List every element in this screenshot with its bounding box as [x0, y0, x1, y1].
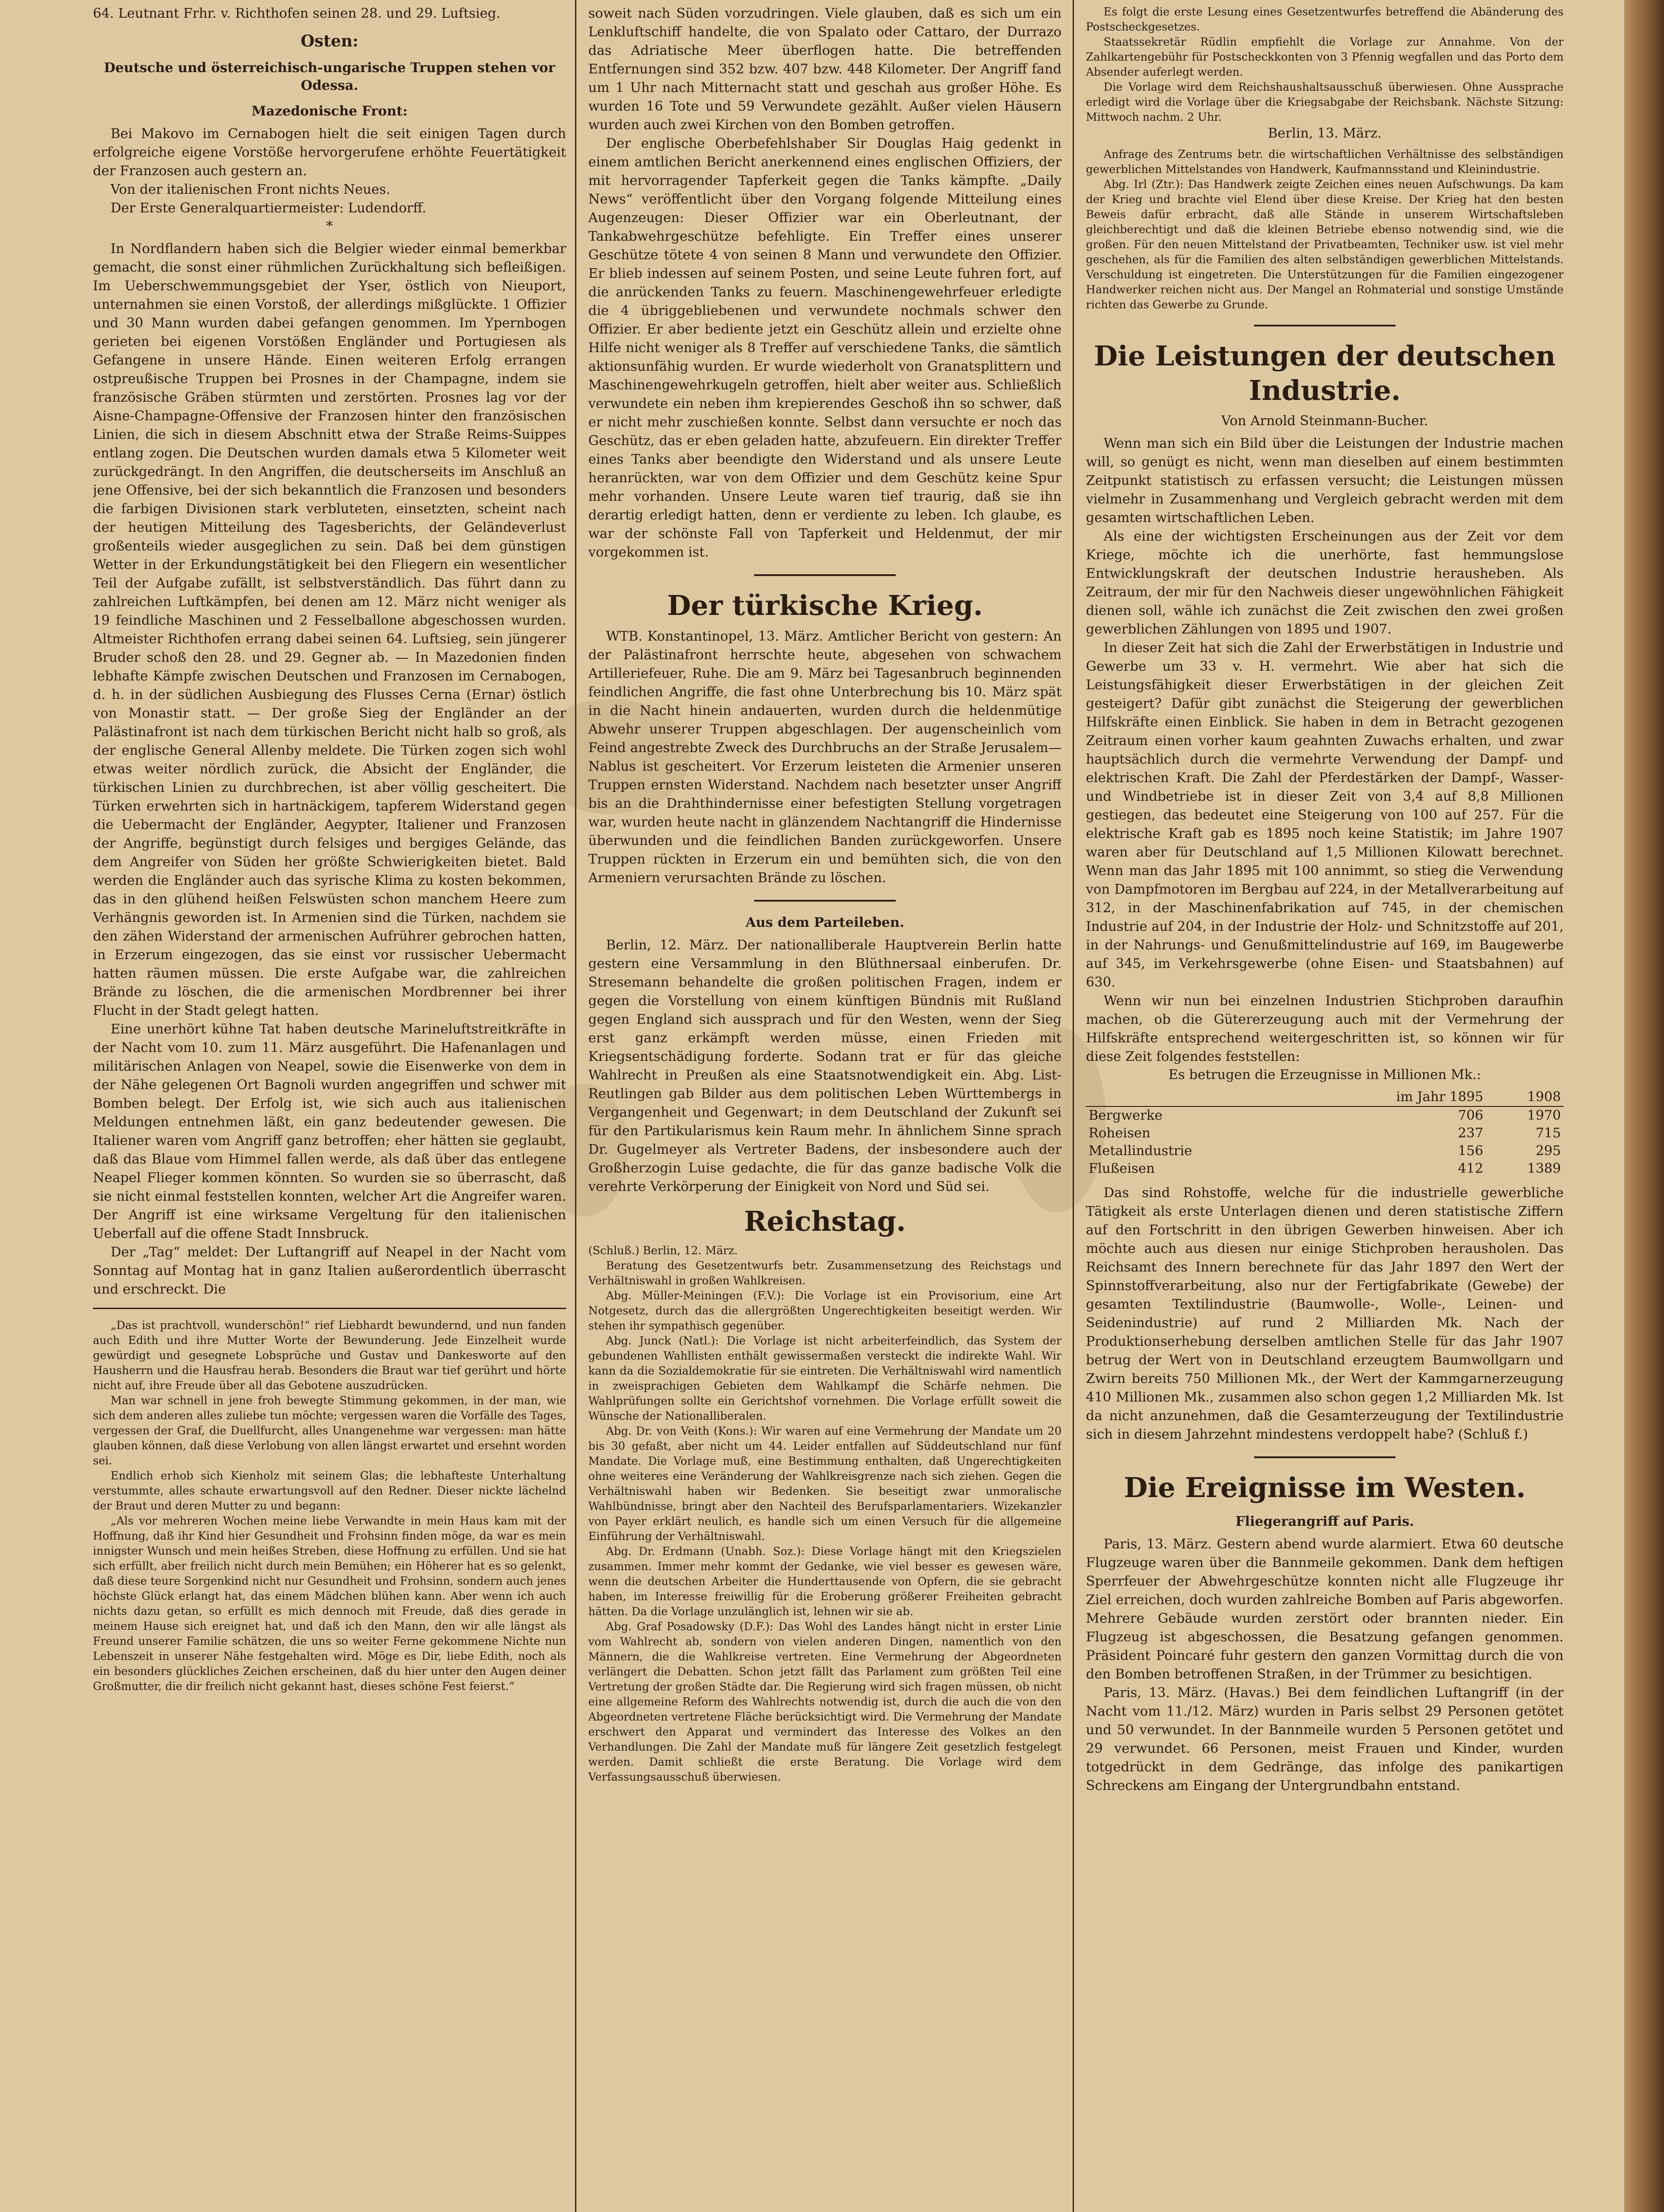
table-cell: Bergwerke [1089, 1108, 1163, 1123]
tag-paragraph: Der „Tag“ meldet: Der Luftangriff auf Neapel in der Nacht vom Sonntag auf Montag hat in ganz Italien außerordentlich überrascht und erschreckt. Die [93, 1244, 566, 1297]
column-middle [588, 4, 1062, 2212]
feuilleton-rule [93, 1308, 566, 1309]
table-cell: Roheisen [1089, 1125, 1150, 1141]
industry-paragraph: In dieser Zeit hat sich die Zahl der Erwerbstätigen in Industrie und Gewerbe um 33 v. H. vermehrt. Wie aber hat sich die Leistungsfähigkeit dieser Erwerbstätigen in der gleichen Zeit gesteigert? Dafür gibt zunächst die Steigerung der gewerblichen Hilfskräfte einen Einblick. Sie haben in dem in Betracht gezogenen Zeitraum einen vorher kaum geahnten Zuwachs erhalten, und zwar hauptsächlich durch die vermehrte Verwendung der Dampf- und elektrischen Kraft. Die Zahl der Pferdestärken der Dampf-, Wasser- und Windbetriebe ist in dieser Zeit von 3,4 auf 8,8 Millionen gestiegen, das bedeutet eine Steigerung von 100 auf 257. Für die elektrische Kraft gab es 1895 noch keine Statistik; im Jahre 1907 waren aber für Deutschland auf 1,5 Millionen Kilowatt berechnet. Wenn man das Jahr 1895 mit 100 annimmt, so stieg die Verwendung von Dampfmotoren im Bergbau auf 224, in der Metallverarbeitung auf 312, in der Maschinenfabrikation auf 745, in der chemischen Industrie auf 204, in der Industrie der Holz- und Schnitzstoffe auf 201, in der Nahrungs- und Genußmittelindustrie auf 169, im Baugewerbe auf 345, im Verkehrsgewerbe (ohne Eisen- und Staatsbahnen) auf 630. [1086, 640, 1564, 990]
section-rule [754, 900, 896, 902]
table-cell: 412 [1458, 1161, 1484, 1176]
party-paragraph: Berlin, 12. März. Der nationalliberale Hauptverein Berlin hatte gestern eine Versammlung in den Blüthnersaal einberufen. Dr. Stresemann behandelte die großen politischen Fragen, indem er gegen die Vorstellung von einem künftigen Bündnis mit Rußland gegen England sich aussprach und für den Westen, wenn der Sieg erst ganz erkämpft werden müsse, einen Frieden mit Kriegsentschädigung forderte. Sodann trat er für das gleiche Wahlrecht in Preußen als eine Staatsnotwendigkeit ein. Abg. List-Reutlingen gab Bilder aus dem politischen Leben Württembergs in Vergangenheit und Gegenwart; in dem Deutschland der Zukunft sei für den Partikularismus kein Raum mehr. In ähnlichem Sinne sprach Dr. Gugelmeyer als Vertreter Badens, der insbesondere auch der Großherzogin Luise gedachte, die für das ganze badische Volk die verehrte Verkörperung der Einigkeit von Nord und Süd sei. [588, 937, 1062, 1194]
reichstag-paragraph: Abg. Dr. Erdmann (Unabh. Soz.): Diese Vorlage hängt mit den Kriegszielen zusammen. Immer mehr kommt der Gedanke, wie viel besser es gewesen wäre, wenn die deutschen Arbeiter die Hunderttausende von Opfern, die sie gebracht haben, im Interesse freiwillig für die Eroberung größerer Freiheiten gebracht hätten. Da die Vorlage unzulänglich ist, lehnen wir sie ab. [588, 1545, 1062, 1618]
table-caption: Es betrugen die Erzeugnisse in Millionen Mk.: [1168, 1067, 1481, 1083]
table-header-row [1086, 1088, 1564, 1106]
industry-paragraph: Wenn wir nun bei einzelnen Industrien Stichproben daraufhin machen, ob die Gütererzeugung auch mit der Vermehrung der Hilfskräfte entsprechend weitergeschritten ist, so können wir für diese Zeit folgendes feststellen: [1086, 993, 1564, 1064]
heading-east: Osten: [300, 32, 359, 50]
industry-paragraph: Das sind Rohstoffe, welche für die industrielle gewerbliche Tätigkeit als erste Unterlagen dienen und deren statistische Ziffern auf den Fortschritt in den übrigen Gewerben hinweisen. Aber ich möchte auch aus diesen nur einige Stichproben herausholen. Das Reichsamt des Innern berechnete für das Jahr 1897 den Wert der Spinnstoffverarbeitung, also nur der Fertigfabrikate (Gewebe) der gesamten Textilindustrie (Baumwolle-, Wolle-, Leinen- und Seidenindustrie) auf rund 2 Milliarden Mk. Nach der Produktionserhebung derselben amtlichen Stelle für das Jahr 1907 betrug der Wert von in Deutschland erzeugtem Baumwollgarn und Zwirn bereits 750 Millionen Mk., der Wert der Kammgarnerzeugung 410 Millionen Mk., zusammen also schon gegen 1,2 Milliarden Mk. Ist da nicht anzunehmen, daß die Gesamterzeugung der Textilindustrie sich in diesem Jahrzehnt mindestens verdoppelt habe? (Schluß f.) [1086, 1185, 1564, 1442]
col3-top-paragraph: Es folgt die erste Lesung eines Gesetzentwurfes betreffend die Abänderung des Postscheckgesetzes. [1086, 5, 1564, 33]
serial-paragraph: Endlich erhob sich Kienholz mit seinem Glas; die lebhafteste Unterhaltung verstummte, alles schaute erwartungsvoll auf den Redner. Dieser nickte lächelnd der Braut und deren Mutter zu und begann: [93, 1469, 566, 1512]
author-byline: Von Arnold Steinmann-Bucher. [1221, 413, 1428, 429]
production-table [1086, 1088, 1564, 1178]
industry-paragraph: Als eine der wichtigsten Erscheinungen aus der Zeit vor dem Kriege, möchte ich die unerhörte, fast hemmungslose Entwicklungskraft der deutschen Industrie herausheben. Als Zeitraum, der mir für den Nachweis dieser ungewöhnlichen Fähigkeit dienen soll, wähle ich zunächst die Zeit zwischen den zwei großen gewerblichen Zählungen von 1895 und 1907. [1086, 529, 1564, 637]
reichstag-dateline: (Schluß.) Berlin, 12. März. [588, 1244, 738, 1257]
heading-party-life: Aus dem Parteileben. [745, 915, 905, 930]
table-row [1086, 1142, 1564, 1160]
heading-macedonia: Mazedonische Front: [251, 104, 408, 119]
table-cell: Metallindustrie [1089, 1143, 1192, 1159]
table-cell: 1389 [1527, 1161, 1561, 1176]
table-cell: 706 [1458, 1108, 1484, 1123]
heading-reichstag: Reichstag. [744, 1205, 906, 1237]
anfrage-paragraph: Anfrage des Zentrums betr. die wirtschaftlichen Verhältnisse des selbständigen gewerblichen Mittelstandes von Handwerk, Kaufmannsstand und Kleinindustrie. [1086, 148, 1564, 176]
turkish-paragraph: WTB. Konstantinopel, 13. März. Amtlicher Bericht von gestern: An der Palästinafront herrschte heute, abgesehen von schwachem Artilleriefeuer, Ruhe. Die am 9. März bei Tagesanbruch beginnenden feindlichen Angriffe, die fast ohne Unterbrechung bis 10. März spät in die Nacht hinein andauerten, wurden durch die heldenmütige Abwehr unserer Truppen abgeschlagen. Der augenscheinlich vom Feind angestrebte Zweck des Durchbruchs an der Straße Jerusalem—Nablus ist gescheitert. Vor Erzerum leisteten die Armenier unseren Truppen ernsten Widerstand. Nachdem nach besetzter unser Angriff bis an die Drahthindernisse einer befestigten Stellung vorgetragen war, wurden heute nacht in glänzendem Nachtangriff die Hindernisse überwunden und die feindlichen Banden zurückgeworfen. Unsere Truppen rückten in Erzerum ein und bemühten sich, die von den Armeniern verursachten Brände zu löschen. [588, 629, 1062, 886]
vorlage-paragraph: Die Vorlage wird dem Reichshaushaltsausschuß überwiesen. Ohne Aussprache erledigt wird die Vorlage über die Kriegsabgabe der Reichsbank. Nächste Sitzung: Mittwoch nachm. 2 Uhr. [1086, 81, 1564, 123]
serial-paragraph: Man war schnell in jene froh bewegte Stimmung gekommen, in der man, wie sich dem anderen alles zuliebe tun möchte; vergessen waren die Vorfälle des Tages, vergessen der Graf, die Duellfurcht, alles Unangenehme war vergessen: man hätte glauben können, daß diese Verlobung von allen längst erwartet und ersehnt worden sei. [93, 1394, 566, 1467]
italy-paragraph: Von der italienischen Front nichts Neues. [111, 182, 391, 197]
reichstag-paragraph: Abg. Graf Posadowsky (D.F.): Das Wohl des Landes hängt nicht in erster Linie vom Wahlrecht ab, sondern von vielen anderen Dingen, namentlich von den Männern, die die Wahlkreise vertreten. Eine Vermehrung der Abgeordneten verlängert die Debatten. Schon jetzt fällt das Parlament zum größten Teil eine Vertretung der großen Städte dar. Die Regierung wird sich fragen müssen, ob nicht eine allgemeine Reform des Wahlrechts notwendig ist, durch die auch die von den Abgeordneten vertretene Fläche berücksichtigt wird. Die Vermehrung der Mandate erschwert den Apparat und vermindert das Interesse des Volkes an den Verhandlungen. Die Zahl der Mandate muß für längere Zeit gesetzlich festgelegt werden. Damit schließt die erste Beratung. Die Vorlage wird dem Verfassungsausschuß überwiesen. [588, 1620, 1062, 1783]
haig-paragraph: Der englische Oberbefehlshaber Sir Douglas Haig gedenkt in einem amtlichen Bericht anerkennend eines englischen Offiziers, der mit hervorragender Tapferkeit gegen die Tanks kämpfte. „Daily News“ veröffentlicht über den Vorgang folgende Mitteilung eines Augenzeugen: Dieser Offizier war ein Oberleutnant, der Tankabwehrgeschütze befehligte. Ein Treffer eines unserer Geschütze tötete 4 von seinen 8 Mann und verwundete den Offizier. Er blieb indessen auf seinem Posten, und seine Leute fuhren fort, auf die anrückenden Tanks zu feuern. Maschinengewehrfeuer erledigte die 4 übriggebliebenen und verwundete nochmals schwer den Offizier. Er aber bediente jetzt ein Geschütz allein und erzielte ohne Hilfe nicht weniger als 8 Treffer auf verschiedene Tanks, die sämtlich aktionsunfähig wurden. Er wurde wiederholt von Granatsplittern und Maschinengewehrkugeln getroffen, hielt aber weiter aus. Schließlich verwundete ein neben ihm krepierendes Geschoß ihn so schwer, daß er nicht mehr zuschießen konnte. Selbst dann versuchte er noch das Geschütz, das er eben geladen hatte, abzufeuern. Ein direkter Treffer eines Tanks aber beendigte den Widerstand und als unsere Leute heranrückten, war von dem Offizier und dem Geschütz keine Spur mehr vorhanden. Unsere Leute waren tief traurig, daß sie ihn derartig erledigt hatten, denn er verdiente zu leben. Ich glaube, es war der schönste Fall von Tapferkeit und Heldenmut, der mir vorgekommen ist. [588, 136, 1062, 560]
serial-paragraph: „Als vor mehreren Wochen meine liebe Verwandte in mein Haus kam mit der Hoffnung, daß ihr Kind hier Gesundheit und Frohsinn finden möge, da war es mein innigster Wunsch und mein heißes Streben, diese Hoffnung zu erfüllen. Und sie hat sich erfüllt, aber freilich nicht durch mein Bemühen; ein Höherer hat es so gelenkt, daß diese teure Sorgenkind nicht nur Gesundheit und Frohsinn, sondern auch jenes höchste Glück erlangt hat, das einem Mädchen blühen kann. Aber wenn ich auch nichts dazu getan, so erfüllt es mich dennoch mit Freude, daß dies gerade in meinem Hause sich ereignet hat, und daß ich den Mann, den wir alle längst als Freund unserer Familie schätzen, die uns so weiter Ferne gekommene Nichte nun Lebenszeit in unserer Nähe festgehalten wird. Möge es Dir, liebe Edith, noch als ein besonders glückliches Zeichen erscheinen, daß du hier unter den Augen deiner Großmutter, die dir freilich nicht gekannt hast, dieses schöne Fest feierst.“ [93, 1514, 566, 1693]
signature-line: Der Erste Generalquartiermeister: Ludendorff. [111, 200, 426, 216]
reichstag-paragraph: Abg. Müller-Meiningen (F.V.): Die Vorlage ist ein Provisorium, eine Art Notgesetz, durch das die allergrößten Ungerechtigkeiten beseitigt werden. Wir stehen ihr sympathisch gegenüber. [588, 1289, 1062, 1332]
column-right [1086, 4, 1564, 2212]
table-row [1086, 1160, 1564, 1178]
table-cell: Flußeisen [1089, 1161, 1155, 1176]
table-row [1086, 1106, 1564, 1125]
table-cell: 1970 [1527, 1108, 1561, 1123]
heading-west: Die Ereignisse im Westen. [1123, 1471, 1526, 1504]
heading-turkish-war: Der türkische Krieg. [667, 589, 983, 622]
table-cell: 715 [1535, 1125, 1561, 1141]
naples-paragraph: Eine unerhört kühne Tat haben deutsche Marineluftstreitkräfte in der Nacht vom 10. zum 11. März ausgeführt. Die Hafenanlagen und militärischen Anlagen von Neapel, sowie die Eisenwerke von dem in der Nähe gelegenen Ort Bagnoli wurden angegriffen und schwer mit Bomben belegt. Der Erfolg ist, wie sich auch aus italienischen Meldungen entnehmen läßt, ein ganz bedeutender gewesen. Die Italiener waren vom Angriff ganz betroffen; eher hätten sie geglaubt, daß das Blaue vom Himmel fallen werde, als daß über das entlegene Neapel Flieger kommen könnten. So wurden sie so überrascht, daß sie nicht einmal feststellen konnten, welcher Art die Angreifer waren. Der Angriff ist eine wirksame Vergeltung für den italienischen Ueberfall auf die offene Stadt Innsbruck. [93, 1022, 566, 1241]
column-left [93, 4, 566, 2212]
table-header-cell: 1908 [1486, 1088, 1564, 1106]
table-header-cell [1086, 1088, 1302, 1106]
reichstag-paragraph: Beratung des Gesetzentwurfs betr. Zusammensetzung des Reichstags und Verhältniswahl in großen Wahlkreisen. [588, 1259, 1062, 1287]
col2-top-paragraph: soweit nach Süden vorzudringen. Viele glauben, daß es sich um ein Lenkluftschiff handelte, die von Spalato oder Cattaro, der Durrazo das Adriatische Meer überflogen hatte. Die betreffenden Entfernungen sind 352 bzw. 407 bzw. 448 Kilometer. Der Angriff fand um 1 Uhr nach Mitternacht statt und geschah aus großer Höhe. Es wurden 16 Tote und 59 Verwundete gezählt. Außer vielen Häusern wurden auch zwei Kirchen von den Bomben getroffen. [588, 6, 1062, 133]
col1-top-paragraph: 64. Leutnant Frhr. v. Richthofen seinen 28. und 29. Luftsieg. [93, 6, 501, 21]
table-cell: 156 [1458, 1143, 1484, 1159]
paris-paragraph: Paris, 13. März. Gestern abend wurde alarmiert. Etwa 60 deutsche Flugzeuge waren über die Bannmeile gekommen. Dank dem heftigen Sperrfeuer der Abwehrgeschütze konnten nicht alle Flugzeuge ihr Ziel erreichen, doch wurden zahlreiche Bomben auf Paris abgeworfen. Mehrere Gebäude wurden zerstört oder brannten nieder. Ein Flugzeug ist abgeschossen, die Besatzung gefangen genommen. Präsident Poincaré fuhr gestern den ganzen Vormittag durch die von den Bomben betroffenen Straßen, in der Trümmer zu besichtigen. [1086, 1536, 1564, 1682]
reichstag-paragraph: Abg. Dr. von Veith (Kons.): Wir waren auf eine Vermehrung der Mandate um 20 bis 30 gefaßt, aber nicht um 44. Leider entfallen auf Süddeutschland nur fünf Mandate. Die Vorlage muß, eine Bestimmung enthalten, daß Ungerechtigkeiten ohne weiteres eine Veränderung der Wahlkreisgrenze nach sich ziehen. Gegen die Verhältniswahl haben wir Bedenken. Sie beseitigt zwar unmoralische Wahlbündnisse, bringt aber den Nachteil des Berufsparlamentariers. Wizekanzler von Payer erklärt neulich, es handle sich um einen Versuch für die allgemeine Einführung der Verhältniswahl. [588, 1425, 1062, 1543]
table-row [1086, 1125, 1564, 1142]
table-cell: 295 [1535, 1143, 1561, 1159]
column-rule [575, 0, 576, 2212]
subheading-paris: Fliegerangriff auf Paris. [1235, 1514, 1414, 1529]
column-rule [1073, 0, 1074, 2212]
book-binding-edge [1624, 0, 1664, 2212]
reichstag-paragraph: Abg. Junck (Natl.): Die Vorlage ist nicht arbeiterfeindlich, das System der gebundenen Wahllisten enthält gewissermaßen versteckt die indirekte Wahl. Wir kann da die Sozialdemokratie für sie eintreten. Die Verhältniswahl wird namentlich in zweisprachigen Gebieten dem Wahlkampf die Schärfe nehmen. Die Wahlprüfungen sollte ein Gerichtshof vornehmen. Die Vorlage erfüllt soweit die Wünsche der Nationalliberalen. [588, 1334, 1062, 1422]
irl-paragraph: Abg. Irl (Ztr.): Das Handwerk zeigte Zeichen eines neuen Aufschwungs. Da kam der Krieg und brachte viel Elend über diese Kreise. Der Krieg hat den besten Beweis dafür erbracht, daß alle Stände in unserem Wirtschaftsleben gleichberechtigt und daß die kleinen Betriebe ebenso notwendig sind, wie die großen. Für den neuen Mittelstand der Privatbeamten, Techniker usw. ist viel mehr geschehen, als für die Familien des alten selbständigen gewerblichen Mittelstands. Verschuldung ist eingetreten. Die Unterstützungen für die Familien eingezogener Handwerker reichen nicht aus. Der Mangel an Rohmaterial und sonstige Umstände richten das Gewerbe zu Grunde. [1086, 178, 1564, 311]
macedonia-paragraph: Bei Makovo im Cernabogen hielt die seit einigen Tagen durch erfolgreiche eigene Vorstöße hervorgerufene erhöhte Feuertätigkeit der Franzosen auch gestern an. [93, 126, 566, 179]
serial-paragraph: „Das ist prachtvoll, wunderschön!“ rief Liebhardt bewundernd, und nun fanden auch Edith und ihre Mutter Worte der Bewunderung. Jede Einzelheit wurde gewürdigt und gesegnete Lobsprüche und Gustav und Dankesworte auf den Hausherrn und die Hausfrau herab. Besonders die Braut war tief gerührt und hörte nicht auf, ihre Freude über all das Gebotene auszudrücken. [93, 1319, 566, 1392]
heading-industry: Die Leistungen der deutschen Industrie. [1094, 340, 1556, 407]
industry-paragraph: Wenn man sich ein Bild über die Leistungen der Industrie machen will, so genügt es nicht, wenn man dieselben auf einem bestimmten Zeitpunkt statistisch zu erfassen versucht; die Leistungen müssen vielmehr in Zusammenhang und Vergleich gebracht werden mit dem gesamten wirtschaftlichen Leben. [1086, 436, 1564, 526]
east-headline: Deutsche und österreichisch-ungarische Truppen stehen vor Odessa. [104, 60, 556, 93]
berlin-dateline: Berlin, 13. März. [1268, 126, 1382, 141]
section-rule [1254, 325, 1396, 326]
paris-paragraph: Paris, 13. März. (Havas.) Bei dem feindlichen Luftangriff (in der Nacht vom 11./12. März) wurden in Paris selbst 29 Personen getötet und 50 verwundet. In der Bannmeile wurden 5 Personen getötet und 29 verwundet. 66 Personen, meist Frauen und Kinder, wurden totgedrückt in dem Gedränge, das infolge des panikartigen Schreckens am Eingang der Untergrundbahn entstand. [1086, 1685, 1564, 1793]
asterisk-separator: * [326, 219, 333, 234]
staatssekretaer-paragraph: Staatssekretär Rüdlin empfiehlt die Vorlage zur Annahme. Von der Zahlkartengebühr für Postscheckkonten von 3 Pfennig wegfallen und das Porto dem Absender auferlegt werden. [1086, 35, 1564, 78]
table-cell: 237 [1458, 1125, 1484, 1141]
flanders-paragraph: In Nordflandern haben sich die Belgier wieder einmal bemerkbar gemacht, die sonst einer rühmlichen Zurückhaltung sich befleißigen. Im Ueberschwemmungsgebiet der Yser, östlich von Nieuport, unternahmen sie einen Vorstoß, der allerdings mißglückte. 1 Offizier und 30 Mann wurden dabei gefangen genommen. Im Ypernbogen gerieten bei eigenen Vorstößen Engländer und Portugiesen als Gefangene in unsere Hände. Einen weiteren Erfolg errangen ostpreußische Truppen bei Prosnes in der Champagne, indem sie französische Gräben stürmten und zerstörten. Prosnes lag vor der Aisne-Champagne-Offensive der Franzosen hinter den französischen Linien, die sich in diesem Abschnitt etwa der Straße Reims-Suippes entlang zogen. Die Deutschen wurden damals etwa 5 Kilometer weit zurückgedrängt. In den Angriffen, die deutscherseits im Anschluß an jene Offensive, bei der sich bekanntlich die Franzosen und besonders die farbigen Divisionen stark verbluteten, einsetzten, scheint nach der heutigen Mitteilung des Tagesberichts, der Geländeverlust großenteils wieder ausgeglichen zu sein. Daß bei dem günstigen Wetter in der Erkundungstätigkeit bei den Fliegern ein wesentlicher Teil der Aufgabe zufällt, ist selbstverständlich. Das führt dann zu zahlreichen Luftkämpfen, bei denen am 12. März nicht weniger als 19 feindliche Maschinen und 2 Fesselballone abgeschossen wurden. Altmeister Richthofen errang dabei seinen 64. Luftsieg, sein jüngerer Bruder schoß den 28. und 29. Gegner ab. — In Mazedonien finden lebhafte Kämpfe zwischen Deutschen und Franzosen im Cernabogen, d. h. in der südlichen Ausbiegung des Flusses Cerna (Ernar) östlich von Monastir statt. — Der große Sieg der Engländer an der Palästinafront ist nach dem türkischen Bericht nicht halb so groß, als der englische General Allenby meldete. Die Türken zogen sich wohl etwas weiter nördlich zurück, die Absicht der Engländer, die türkischen Linien zu durchbrechen, ist aber völlig gescheitert. Die Türken erwehrten sich in hartnäckigem, tapferem Widerstand gegen die Uebermacht der Engländer, Aegypter, Italiener und Franzosen der Angriffe, begünstigt durch felsiges und bergiges Gelände, das dem Angreifer von Süden her größte Schwierigkeiten bietet. Bald werden die Engländer auch das syrische Klima zu kosten bekommen, das in den glühend heißen Felswüsten schon manchem Heere zum Verhängnis geworden ist. In Armenien sind die Türken, nachdem sie den zähen Widerstand der armenischen Aufrührer gebrochen hatten, in Erzerum eingezogen, das sie einst vor russischer Uebermacht hatten räumen müssen. Die erste Aufgabe war, die zahlreichen Brände zu löschen, die die armenischen Mordbrenner bei ihrer Flucht in der Stadt gelegt hatten. [93, 241, 566, 1018]
section-rule [1254, 1456, 1396, 1458]
section-rule [754, 574, 896, 576]
table-header-cell: im Jahr 1895 [1302, 1088, 1486, 1106]
